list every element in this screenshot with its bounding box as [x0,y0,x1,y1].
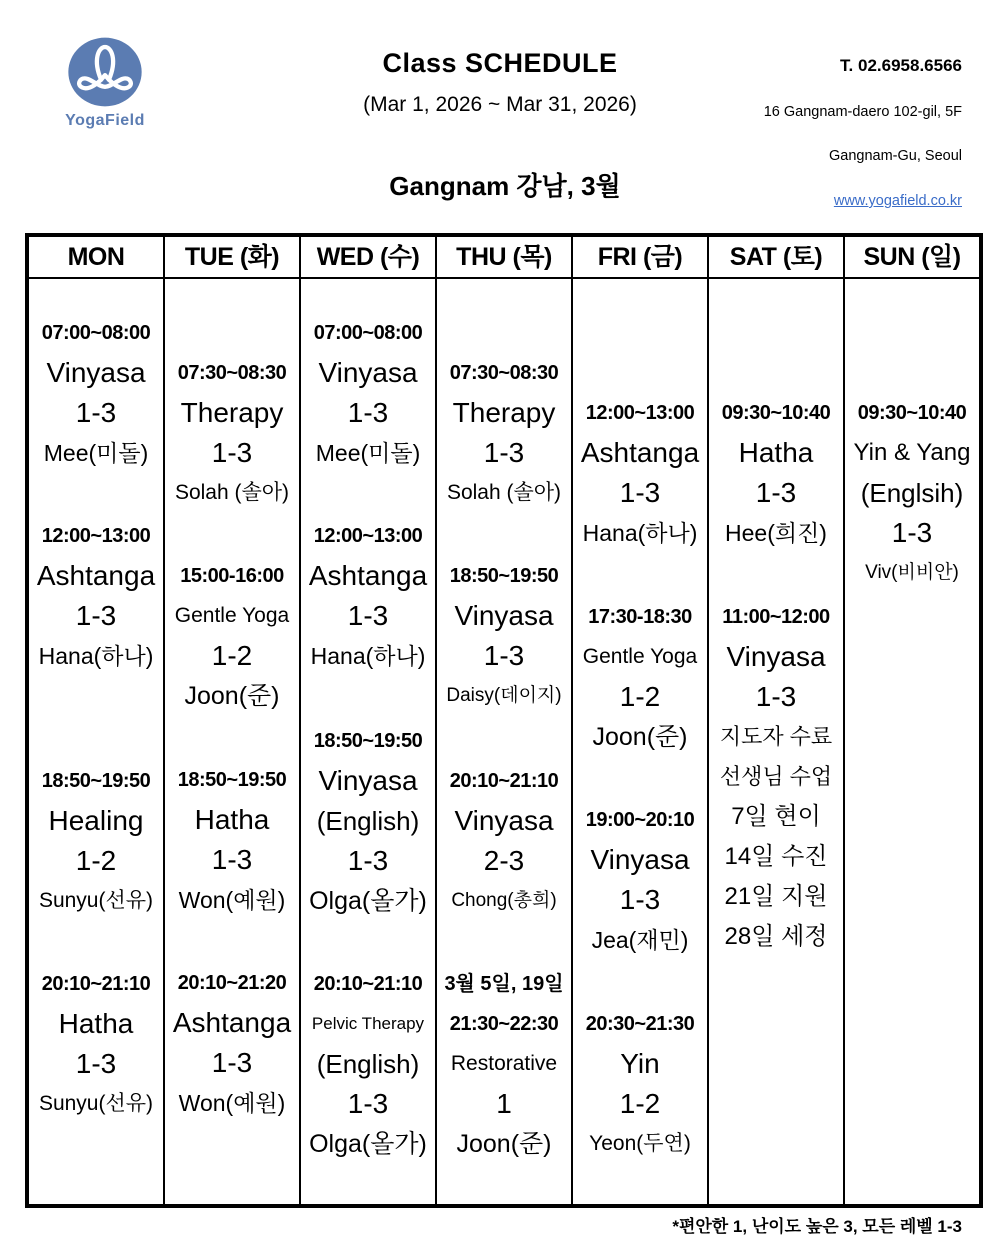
yogafield-logo-icon [66,36,144,108]
session [301,313,435,473]
schedule-line: Hana(하나) [582,520,698,546]
session [709,393,843,553]
schedule-line: 21일 지원 [724,883,828,910]
schedule-line: 지도자 수료 [719,724,833,749]
schedule-line: Hana(하나) [38,643,154,669]
session [29,964,163,1124]
day-column [707,237,843,1204]
schedule-line: Therapy [180,397,284,428]
schedule-line: 1-3 [347,600,389,631]
schedule-line: Yin & Yang [853,439,971,466]
session [165,760,299,920]
session [437,761,571,921]
session [29,313,163,473]
schedule-line: 1-2 [75,845,117,876]
level-footnote: *편안한 1, 난이도 높은 3, 모든 레벨 1-3 [672,1217,962,1236]
schedule-line: Pelvic Therapy [311,1014,425,1033]
schedule-line: Olga(올가) [309,1130,427,1158]
schedule-line: Restorative [450,1052,558,1075]
session [709,597,843,957]
schedule-line: 15:00-16:00 [180,565,284,587]
day-body [845,279,979,1204]
day-body [437,279,571,1204]
schedule-line: Mee(미돌) [315,440,421,466]
session [573,393,707,553]
schedule-line: Hatha [58,1008,134,1039]
schedule-line: 1-3 [75,600,117,631]
schedule-line: Vinyasa [46,357,146,388]
schedule-line: 1-2 [619,1088,661,1119]
day-body [301,279,435,1204]
day-column [571,237,707,1204]
region-title: Gangnam 강남, 3월 [389,171,621,201]
schedule-line: Jea(재민) [591,927,689,953]
schedule-line: 1-3 [619,884,661,915]
day-header: SAT (토) [709,237,843,279]
schedule-line: (English) [316,1049,420,1079]
schedule-line: Solah (솔아) [174,481,290,504]
schedule-line: Joon(준) [592,723,688,751]
schedule-line: 12:00~13:00 [313,525,423,547]
schedule-line: Hana(하나) [310,643,426,669]
schedule-line: Hatha [738,437,814,468]
day-header: MON [29,237,163,279]
schedule-line: Vinyasa [454,805,554,836]
schedule-line: 1-3 [347,397,389,428]
logo [50,36,160,130]
schedule-line: Ashtanga [172,1007,292,1038]
schedule-line: 1-3 [211,437,253,468]
schedule-line: 19:00~20:10 [585,809,695,831]
day-body [29,279,163,1204]
schedule-line: Ashtanga [36,560,156,591]
address-line-1: 16 Gangnam-daero 102-gil, 5F [763,104,962,120]
website-link[interactable]: www.yogafield.co.kr [833,193,962,209]
schedule-line: 1-3 [483,640,525,671]
session [301,721,435,921]
schedule-line: 1-3 [75,1048,117,1079]
schedule-line: 1-3 [891,517,933,548]
schedule-line: 1-2 [211,640,253,671]
schedule-line: Mee(미돌) [43,440,149,466]
schedule-line: Joon(준) [456,1130,552,1158]
schedule-line: 1-3 [483,437,525,468]
schedule-line: Vinyasa [454,600,554,631]
schedule-line: Gentle Yoga [582,645,698,668]
schedule-line: Vinyasa [726,641,826,672]
session [437,556,571,716]
day-header: SUN (일) [845,237,979,279]
session [573,1004,707,1164]
phone-number: T. 02.6958.6566 [840,56,962,75]
schedule-line: Ashtanga [580,437,700,468]
schedule-line: Vinyasa [318,357,418,388]
schedule-line: Solah (솔아) [446,481,562,504]
address-line-2: Gangnam-Gu, Seoul [829,148,962,164]
day-column [299,237,435,1204]
date-range: (Mar 1, 2026 ~ Mar 31, 2026) [363,93,637,116]
schedule-line: 17:30-18:30 [588,606,692,628]
schedule-line: 11:00~12:00 [722,606,830,628]
schedule-table [25,233,983,1208]
session [29,516,163,676]
schedule-line: Daisy(데이지) [446,685,562,706]
day-header: TUE (화) [165,237,299,279]
schedule-line: 07:30~08:30 [449,362,559,384]
schedule-line: 1-3 [755,477,797,508]
schedule-line: Ashtanga [308,560,428,591]
schedule-line: 07:00~08:00 [313,322,423,344]
session [165,556,299,716]
day-body [165,279,299,1204]
day-body [709,279,843,1204]
schedule-line: Won(예원) [178,887,286,913]
session [573,800,707,960]
schedule-line: Hee(희진) [725,520,827,546]
day-column [843,237,979,1204]
schedule-line: 1-3 [347,845,389,876]
schedule-line: (English) [316,806,420,836]
day-column [29,237,163,1204]
schedule-line: Vinyasa [318,765,418,796]
schedule-line: 09:30~10:40 [721,402,831,424]
logo-text: YogaField [65,112,145,129]
day-header: THU (목) [437,237,571,279]
schedule-line: 20:30~21:30 [585,1013,695,1035]
session [845,393,979,593]
session [573,597,707,757]
schedule-line: 18:50~19:50 [449,565,559,587]
page-title: Class SCHEDULE [382,48,618,78]
schedule-line: 선생님 수업 [719,764,833,789]
schedule-line: 28일 세정 [724,923,828,950]
session [301,964,435,1164]
schedule-line: 1-2 [619,681,661,712]
schedule-line: 18:50~19:50 [313,730,423,752]
schedule-line: Won(예원) [178,1090,286,1116]
schedule-line: 1 [496,1088,512,1119]
schedule-line: 21:30~22:30 [449,1013,559,1035]
schedule-line: 12:00~13:00 [585,402,695,424]
schedule-line: 20:10~21:10 [41,973,151,995]
session [165,353,299,513]
schedule-line: 1-3 [619,477,661,508]
schedule-line: Healing [48,805,144,836]
schedule-line: 18:50~19:50 [41,770,151,792]
schedule-line: 07:30~08:30 [177,362,287,384]
schedule-line: Vinyasa [590,844,690,875]
schedule-line: Viv(비비안) [865,562,959,583]
schedule-line: Chong(총희) [451,890,557,911]
schedule-line: Gentle Yoga [174,604,290,627]
schedule-line: 1-3 [211,1047,253,1078]
schedule-line: Sunyu(선유) [38,889,154,912]
schedule-line: 09:30~10:40 [857,402,967,424]
session [437,964,571,1164]
session [301,516,435,676]
schedule-line: 1-3 [75,397,117,428]
day-body [573,279,707,1204]
schedule-line: 07:00~08:00 [41,322,151,344]
day-header: FRI (금) [573,237,707,279]
session [437,353,571,513]
day-column [163,237,299,1204]
session [165,963,299,1123]
schedule-line: (Englsih) [860,478,964,508]
schedule-line: 20:10~21:10 [449,770,559,792]
schedule-line: Therapy [452,397,556,428]
schedule-line: Hatha [194,804,270,835]
schedule-line: 1-3 [211,844,253,875]
schedule-line: 14일 수진 [724,843,828,870]
schedule-line: Yeon(두연) [589,1132,691,1155]
schedule-line: 18:50~19:50 [177,769,287,791]
session [29,761,163,921]
schedule-line: 20:10~21:20 [177,972,287,994]
schedule-line: 1-3 [347,1088,389,1119]
schedule-line: Sunyu(선유) [38,1092,154,1115]
day-column [435,237,571,1204]
schedule-line: 20:10~21:10 [313,973,423,995]
schedule-line: Joon(준) [184,682,280,710]
day-header: WED (수) [301,237,435,279]
schedule-line: 7일 현이 [731,803,821,830]
schedule-line: 1-3 [755,681,797,712]
schedule-line: 2-3 [483,845,525,876]
schedule-line: Olga(올가) [309,887,427,915]
schedule-line: 12:00~13:00 [41,525,151,547]
schedule-line: 3월 5일, 19일 [444,973,564,995]
schedule-line: Yin [620,1048,660,1079]
